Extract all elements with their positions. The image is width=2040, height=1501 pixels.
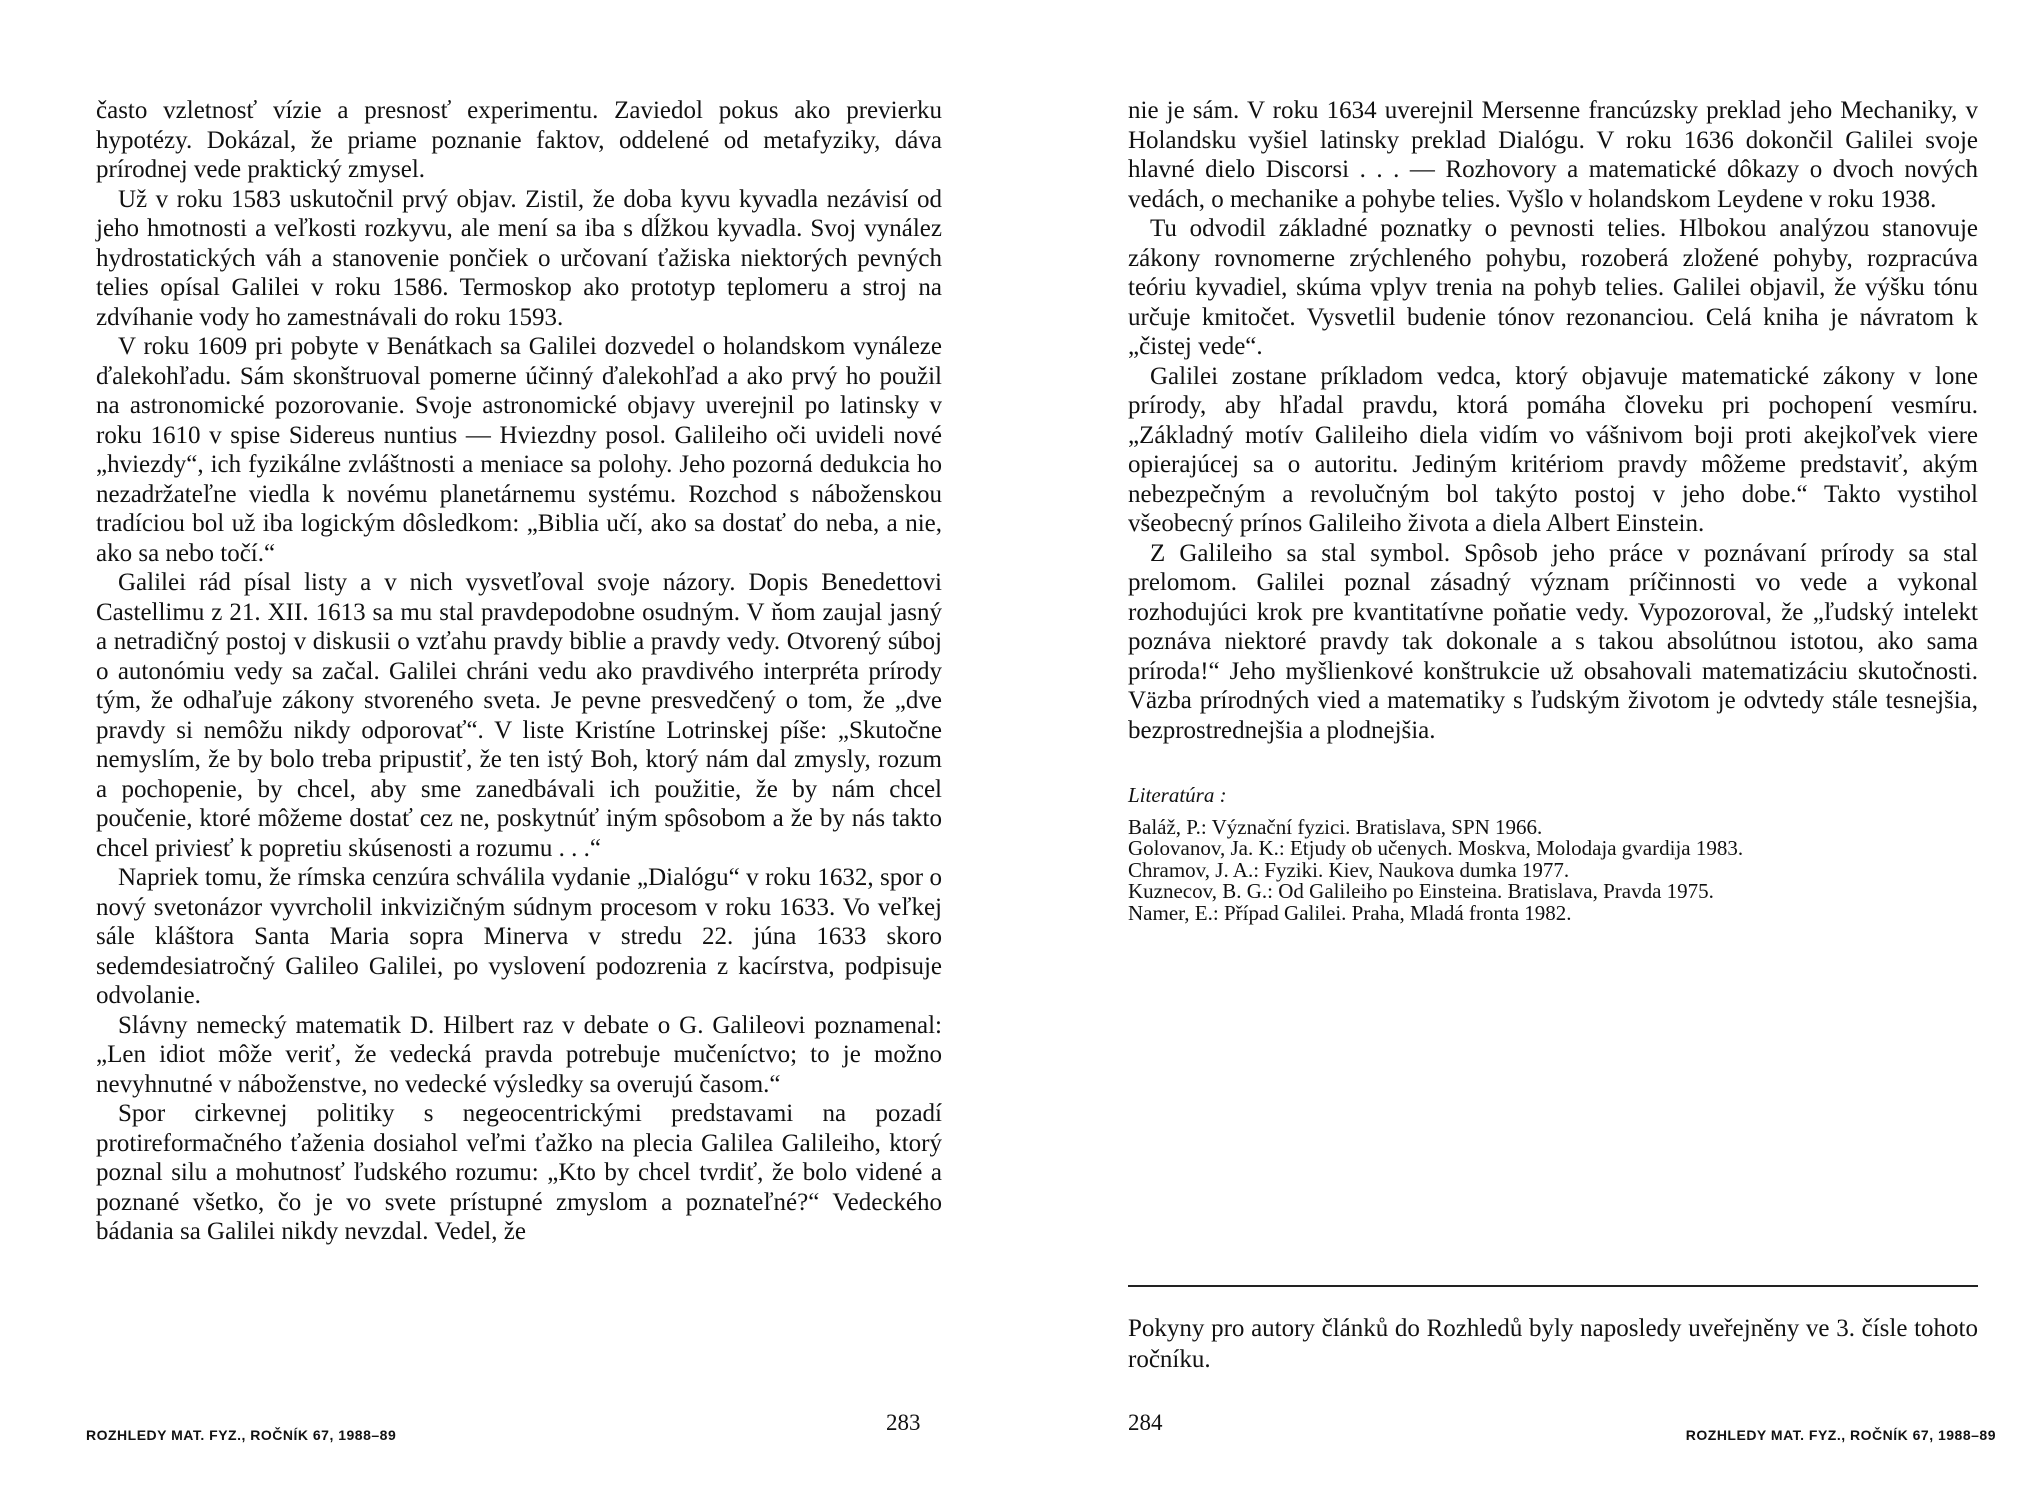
notice-text: Pokyny pro autory článků do Rozhledů byly naposledy uveřejněny ve 3. čísle tohoto ročníku. [1128,1315,1978,1373]
literature-item: Baláž, P.: Význační fyzici. Bratislava, SPN 1966. [1128,814,1543,839]
page-number: 284 [1128,1410,1163,1435]
page-number: 283 [886,1410,921,1435]
paragraph: často vzletnosť vízie a presnosť experimentu. Zaviedol pokus ako previerku hypotézy. Dokázal, že priame poznanie faktov, oddelené od metafyziky, dáva prírodnej vede praktický zmysel. [96,97,942,183]
literature-item: Chramov, J. A.: Fyziki. Kiev, Naukova dumka 1977. [1128,857,1570,882]
paragraph: Slávny nemecký matematik D. Hilbert raz v debate o G. Galileovi poznamenal: „Len idiot môže veriť, že vedecká pravda potrebuje mučeníctvo; to je možno nevyhnutné v náboženstve, no vedecké výsledky sa overujú časom.“ [96,1011,942,1098]
literature-item: Golovanov, Ja. K.: Etjudy ob učenych. Moskva, Molodaja gvardija 1983. [1128,836,1744,860]
paragraph: V roku 1609 pri pobyte v Benátkach sa Galilei dozvedel o holandskom vynáleze ďalekohľadu. Sám skonštruoval pomerne účinný ďalekohľad a ako prvý ho použil na astronomické pozorovanie. Svoje astronomické objavy uverejnil po latinsky v roku 1610 v spise Sidereus nuntius — Hviezdny posol. Galileiho oči uvideli nové „hviezdy“, ich fyzikálne zvláštnosti a meniace sa polohy. Jeho pozorná dedukcia ho nezadržateľne viedla k novému planetárnemu systému. Rozchod s náboženskou tradíciou bol už iba logickým dôsledkom: „Biblia učí, ako sa dostať do neba, a nie, ako sa nebo točí.“ [96,333,942,567]
literature-list [1128,814,1978,925]
literature-item: Kuznecov, B. G.: Od Galileiho po Einsteina. Bratislava, Pravda 1975. [1128,879,1714,903]
paragraph: Napriek tomu, že rímska cenzúra schválila vydanie „Dialógu“ v roku 1632, spor o nový svetonázor vyvrcholil inkvizičným súdnym procesom v roku 1633. Vo veľkej sále kláštora Santa Maria sopra Minerva v stredu 22. júna 1633 skoro sedemdesiatročný Galileo Galilei, po vyslovení podozrenia z kacírstva, podpisuje odvolanie. [96,864,942,1009]
literature-heading: Literatúra : [1128,783,1227,807]
paragraph: Tu odvodil základné poznatky o pevnosti telies. Hlbokou analýzou stanovuje zákony rovnomerne zrýchleného pohybu, rozoberá zložené pohyby, rozpracúva teóriu kyvadiel, skúma vplyv trenia na pohyb telies. Galilei objavil, že výšku tónu určuje kmitočet. Vysvetlil budenie tónov rezonanciou. Celá kniha je návratom k „čistej vede“. [1128,215,1978,360]
paragraph: nie je sám. V roku 1634 uverejnil Mersenne francúzsky preklad jeho Mechaniky, v Holandsku vyšiel latinsky preklad Dialógu. V roku 1636 dokončil Galilei svoje hlavné dielo Discorsi . . . — Rozhovory a matematické dôkazy o dvoch nových vedách, o mechanike a pohybe telies. Vyšlo v holandskom Leydene v roku 1938. [1128,97,1978,213]
right-text-column [1128,96,1978,924]
literature-section [1128,781,1978,924]
paragraph: Galilei zostane príkladom vedca, ktorý objavuje matematické zákony v lone prírody, aby hľadal pravdu, ktorá pomáha človeku pri pochopení vesmíru. „Základný motív Galileiho diela vidím vo vášnivom boji proti akejkoľvek viere opierajúcej sa o autoritu. Jediným kritériom pravdy môžeme predstaviť, akým nebezpečným a revolučným bol takýto postoj v jeho dobe.“ Takto vystihol všeobecný prínos Galileiho života a diela Albert Einstein. [1128,362,1978,537]
paragraph: Z Galileiho sa stal symbol. Spôsob jeho práce v poznávaní prírody sa stal prelomom. Galilei poznal zásadný význam príčinnosti vo vede a vykonal rozhodujúci krok pre kvantitatívne poňatie vedy. Vypozoroval, že „ľudský intelekt poznáva niektoré pravdy tak dokonale a s takou absolútnou istotou, ako sama príroda!“ Jeho myšlienkové konštrukcie už obsahovali matematizáciu skutočnosti. Väzba prírodných vied a matematiky s ľudským životom je odvtedy stále tesnejšia, bezprostrednejšia a plodnejšia. [1128,539,1978,744]
journal-footer: ROZHLEDY MAT. FYZ., ROČNÍK 67, 1988–89 [86,1427,397,1443]
paragraph: Galilei rád písal listy a v nich vysvetľoval svoje názory. Dopis Benedettovi Castellimu z 21. XII. 1613 sa mu stal pravdepodobne osudným. V ňom zaujal jasný a netradičný postoj v diskusii o vzťahu pravdy biblie a pravdy vedy. Otvorený súboj o autonómiu vedy sa začal. Galilei chráni vedu ako pravdivého interpréta prírody tým, že odhaľuje zákony stvoreného sveta. Je pevne presvedčený o tom, že „dve pravdy si nemôžu nikdy odporovať“. V liste Kristíne Lotrinskej píše: „Skutočne nemyslím, že by bolo treba pripustiť, že ten istý Boh, ktorý nám dal zmysly, rozum a pochopenie, by chcel, aby sme zanedbávali ich použitie, že by nám chcel poučenie, ktoré môžeme dostať cez ne, poskytnúť iným spôsobom a že by nás takto chcel priviesť k popretiu skúsenosti a rozumu . . .“ [96,569,942,862]
right-page [1020,0,2040,1501]
left-text-column [96,96,942,1247]
journal-footer: ROZHLEDY MAT. FYZ., ROČNÍK 67, 1988–89 [1685,1427,1996,1443]
literature-item: Namer, E.: Případ Galilei. Praha, Mladá fronta 1982. [1128,900,1572,925]
separator-rule [1128,1285,1978,1287]
paragraph: Spor cirkevnej politiky s negeocentrickými predstavami na pozadí protireformačného ťaženia dosiahol veľmi ťažko na plecia Galilea Galileiho, ktorý poznal silu a mohutnosť ľudského rozumu: „Kto by chcel tvrdiť, že bolo videné a poznané všetko, čo je vo svete prístupné zmyslom a poznateľné?“ Vedeckého bádania sa Galilei nikdy nevzdal. Vedel, že [96,1100,942,1245]
paragraph: Už v roku 1583 uskutočnil prvý objav. Zistil, že doba kyvu kyvadla nezávisí od jeho hmotnosti a veľkosti rozkyvu, ale mení sa iba s dĺžkou kyvadla. Svoj vynález hydrostatických váh a stanovenie pončiek o určovaní ťažiska niektorých pevných telies opísal Galilei v roku 1586. Termoskop ako prototyp teplomeru a stroj na zdvíhanie vody ho zamestnávali do roku 1593. [96,185,942,331]
